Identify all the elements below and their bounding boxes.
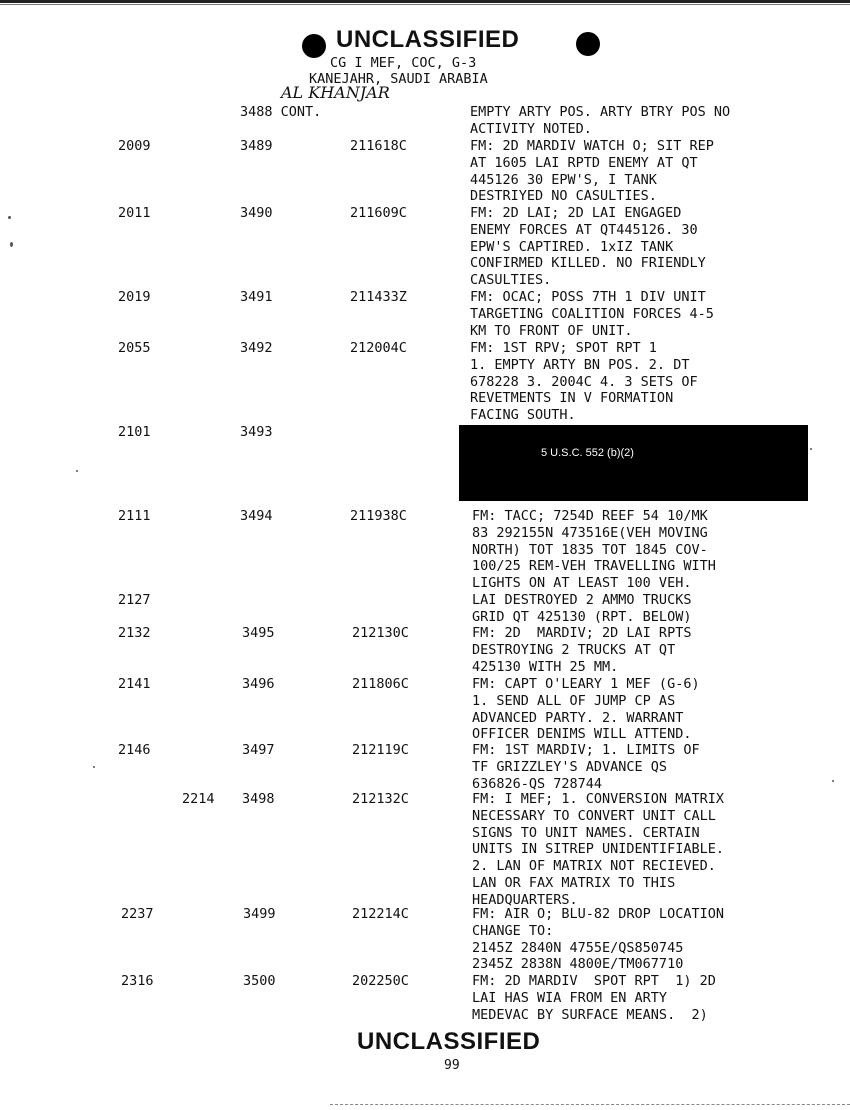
entry-time: 2055 — [118, 340, 151, 356]
entry-dtg: 211609C — [350, 205, 407, 221]
entry-text-line: KM TO FRONT OF UNIT. — [470, 322, 633, 339]
header-line-1: CG I MEF, COC, G-3 — [330, 55, 477, 71]
entry-serial: 3492 — [240, 340, 273, 356]
entry-text-line: 678228 3. 2004C 4. 3 SETS OF — [470, 373, 698, 390]
entry-text-line: CASULTIES. — [470, 272, 552, 289]
top-border-thin — [0, 4, 850, 5]
entry-text-line: FM: 2D LAI; 2D LAI ENGAGED — [470, 205, 682, 221]
entry-serial: 3500 — [243, 973, 276, 989]
header-line-2: KANEJAHR, SAUDI ARABIA — [309, 71, 488, 87]
entry-text-line: FM: 2D MARDIV WATCH O; SIT REP — [470, 138, 714, 154]
entry-text-line: DESTROYING 2 TRUCKS AT QT — [472, 641, 676, 658]
entry-text — [470, 340, 810, 424]
entry-serial: 3495 — [242, 625, 275, 641]
entry-text-line: FM: 1ST RPV; SPOT RPT 1 — [470, 340, 657, 356]
entry-text-line: FM: 2D MARDIV; 2D LAI RPTS — [472, 625, 692, 641]
scan-speck — [10, 242, 13, 247]
redaction-label: 5 U.S.C. 552 (b)(2) — [541, 447, 634, 459]
entry-text-line: FM: OCAC; POSS 7TH 1 DIV UNIT — [470, 289, 706, 305]
entry-text-line: LAI DESTROYED 2 AMMO TRUCKS — [472, 592, 692, 608]
entry-dtg: 211938C — [350, 508, 407, 524]
classification-bottom: UNCLASSIFIED — [357, 1028, 541, 1055]
entry-text — [470, 205, 810, 289]
entry-serial: 3496 — [242, 676, 275, 692]
entry-text-line: 83 292155N 473516E(VEH MOVING — [472, 524, 708, 541]
entry-text-line: FACING SOUTH. — [470, 407, 576, 424]
entry-time: 2146 — [118, 742, 151, 758]
punch-hole-left — [302, 34, 326, 58]
entry-text-line: FM: 1ST MARDIV; 1. LIMITS OF — [472, 742, 700, 758]
entry-dtg: 212119C — [352, 742, 409, 758]
entry-text-line: AT 1605 LAI RPTD ENEMY AT QT — [470, 154, 698, 171]
punch-hole-right — [576, 32, 600, 56]
entry-text-line: ENEMY FORCES AT QT445126. 30 — [470, 221, 698, 238]
entry-text — [470, 289, 810, 339]
entry-text-line: 445126 30 EPW'S, I TANK — [470, 171, 657, 188]
entry-text-line: HEADQUARTERS. — [472, 891, 578, 908]
entry-text — [472, 742, 812, 792]
entry-text-line: UNITS IN SITREP UNIDENTIFIABLE. — [472, 841, 724, 858]
entry-text-line: LIGHTS ON AT LEAST 100 VEH. — [472, 575, 692, 592]
entry-text-line: FM: I MEF; 1. CONVERSION MATRIX — [472, 791, 724, 807]
entry-dtg: 211433Z — [350, 289, 407, 305]
entry-time: 2127 — [118, 592, 151, 608]
entry-time: 2101 — [118, 424, 151, 440]
entry-text-line: 2345Z 2838N 4800E/TM067710 — [472, 956, 684, 973]
entry-text-line: EPW'S CAPTIRED. 1xIZ TANK — [470, 238, 674, 255]
entry-text-line: 425130 WITH 25 MM. — [472, 658, 619, 675]
entry-text-line: FM: TACC; 7254D REEF 54 10/MK — [472, 508, 708, 524]
entry-time: 2019 — [118, 289, 151, 305]
classification-top: UNCLASSIFIED — [336, 26, 520, 53]
top-border — [0, 0, 850, 3]
redaction-box — [459, 425, 808, 501]
entry-text-line: 2. LAN OF MATRIX NOT RECIEVED. — [472, 858, 716, 875]
scan-speck — [832, 780, 834, 782]
entry-serial: 3497 — [242, 742, 275, 758]
entry-text-line: TARGETING COALITION FORCES 4-5 — [470, 305, 714, 322]
entry-text-line: LAN OR FAX MATRIX TO THIS — [472, 874, 676, 891]
entry-text-line: NECESSARY TO CONVERT UNIT CALL — [472, 807, 716, 824]
entry-text-line: 100/25 REM-VEH TRAVELLING WITH — [472, 558, 716, 575]
entry-dtg: 212214C — [352, 906, 409, 922]
entry-text-line: FM: 2D MARDIV SPOT RPT 1) 2D — [472, 973, 716, 989]
entry-time: 2237 — [121, 906, 154, 922]
scan-speck — [810, 448, 812, 450]
entry-text-line: 1. EMPTY ARTY BN POS. 2. DT — [470, 356, 690, 373]
entry-time: 2009 — [118, 138, 151, 154]
entry-serial: 3494 — [240, 508, 273, 524]
entry-text-line: 1. SEND ALL OF JUMP CP AS — [472, 692, 676, 709]
continued-label: 3488 CONT. — [240, 104, 322, 120]
entry-text-line: CHANGE TO: — [472, 922, 554, 939]
entry-dtg: 212130C — [352, 625, 409, 641]
entry-text-line: 636826-QS 728744 — [472, 775, 603, 792]
entry-dtg: 202250C — [352, 973, 409, 989]
continued-text-line: ACTIVITY NOTED. — [470, 120, 592, 137]
entry-time: 2132 — [118, 625, 151, 641]
scan-speck — [76, 470, 78, 472]
entry-dtg: 212132C — [352, 791, 409, 807]
entry-text-line: ADVANCED PARTY. 2. WARRANT — [472, 709, 684, 726]
entry-time: 2011 — [118, 205, 151, 221]
entry-serial: 3491 — [240, 289, 273, 305]
entry-text-line: MEDEVAC BY SURFACE MEANS. 2) — [472, 1006, 708, 1023]
entry-time: 2141 — [118, 676, 151, 692]
entry-serial: 3493 — [240, 424, 273, 440]
entry-serial: 3499 — [243, 906, 276, 922]
entry-serial: 3498 — [242, 791, 275, 807]
entry-text-line: DESTRIYED NO CASULTIES. — [470, 188, 657, 205]
entry-text-line: LAI HAS WIA FROM EN ARTY — [472, 989, 668, 1006]
entry-dtg: 212004C — [350, 340, 407, 356]
entry-text-line: 2145Z 2840N 4755E/QS850745 — [472, 939, 684, 956]
entry-text-line: TF GRIZZLEY'S ADVANCE QS — [472, 758, 668, 775]
entry-text — [472, 508, 812, 592]
entry-text-line: NORTH) TOT 1835 TOT 1845 COV- — [472, 541, 708, 558]
continued-text — [470, 104, 810, 138]
entry-text — [472, 906, 812, 973]
entry-dtg: 211806C — [352, 676, 409, 692]
entry-serial: 3490 — [240, 205, 273, 221]
entry-text-line: FM: CAPT O'LEARY 1 MEF (G-6) — [472, 676, 700, 692]
entry-text — [472, 592, 812, 626]
entry-text — [472, 625, 812, 675]
entry-text — [470, 138, 810, 205]
entry-text-line: REVETMENTS IN V FORMATION — [470, 390, 674, 407]
entry-text-line: OFFICER DENIMS WILL ATTEND. — [472, 726, 692, 743]
entry-time: 2214 — [182, 791, 215, 807]
page-number: 99 — [444, 1058, 460, 1073]
entry-time: 2316 — [121, 973, 154, 989]
entry-text — [472, 676, 812, 743]
scan-speck — [93, 766, 95, 768]
entry-serial: 3489 — [240, 138, 273, 154]
entry-time: 2111 — [118, 508, 151, 524]
handwritten-annotation: AL KHANJAR — [281, 83, 390, 102]
entry-text-line: GRID QT 425130 (RPT. BELOW) — [472, 608, 692, 625]
continued-text-line: EMPTY ARTY POS. ARTY BTRY POS NO — [470, 104, 731, 120]
entry-text — [472, 973, 812, 1023]
entry-text-line: CONFIRMED KILLED. NO FRIENDLY — [470, 255, 706, 272]
entry-text-line: SIGNS TO UNIT NAMES. CERTAIN — [472, 824, 700, 841]
entry-text-line: FM: AIR O; BLU-82 DROP LOCATION — [472, 906, 724, 922]
entry-dtg: 211618C — [350, 138, 407, 154]
scan-speck — [8, 216, 11, 219]
entry-text — [472, 791, 812, 909]
bottom-border — [330, 1104, 850, 1105]
